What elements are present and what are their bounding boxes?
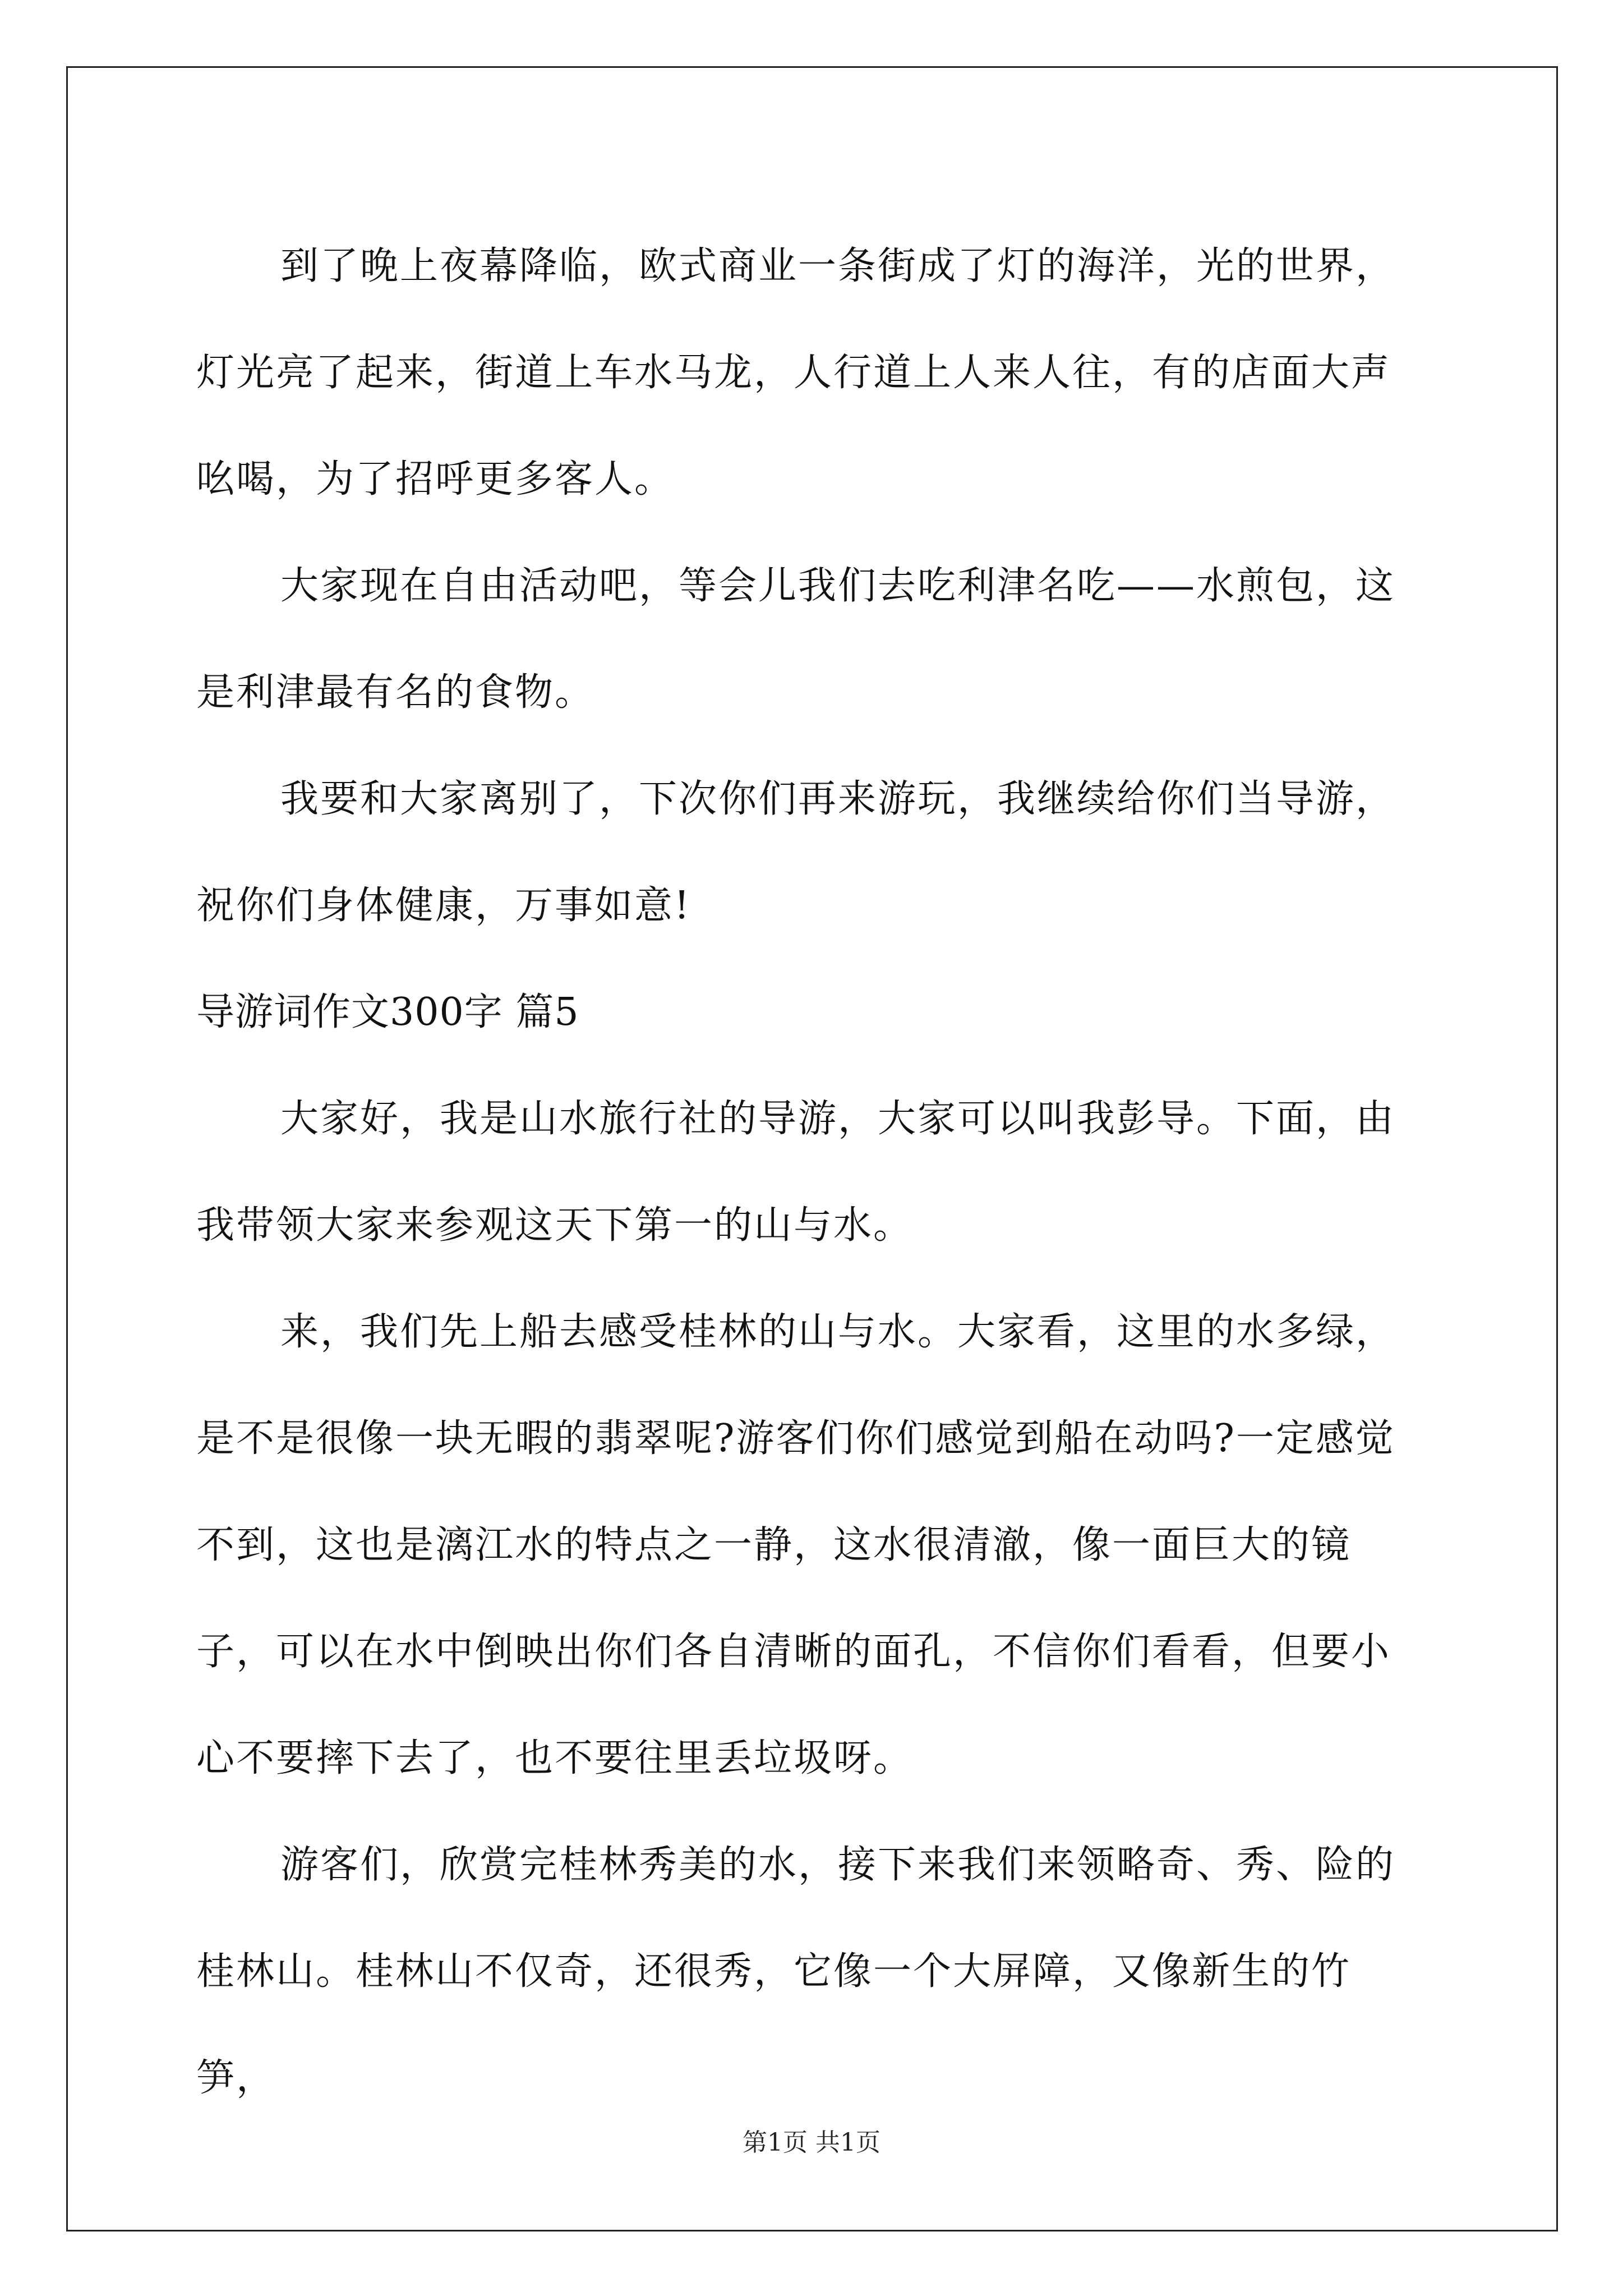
document-body <box>196 213 1430 2132</box>
paragraph-mountain: 游客们，欣赏完桂林秀美的水，接下来我们来领略奇、秀、险的桂林山。桂林山不仅奇，还很秀，它像一个大屏障，又像新生的竹笋， <box>196 1843 1396 2100</box>
paragraph-night-street: 到了晚上夜幕降临，欧式商业一条街成了灯的海洋，光的世界，灯光亮了起来，街道上车水马龙，人行道上人来人往，有的店面大声吆喝，为了招呼更多客人。 <box>196 244 1396 501</box>
paragraph-river: 来，我们先上船去感受桂林的山与水。大家看，这里的水多绿，是不是很像一块无暇的翡翠呢?游客们你们感觉到船在动吗?一定感觉不到，这也是漓江水的特点之一静，这水很清澈，像一面巨大的镜子，可以在水中倒映出你们各自清晰的面孔，不信你们看看，但要小心不要摔下去了，也不要往里丢垃圾呀。 <box>196 1310 1396 1780</box>
paragraph-free-activity: 大家现在自由活动吧，等会儿我们去吃利津名吃——水煎包，这是利津最有名的食物。 <box>196 564 1396 715</box>
section-heading: 导游词作文300字 篇5 <box>196 990 579 1034</box>
page-number-footer: 第1页 共1页 <box>743 2128 880 2157</box>
paragraph-farewell: 我要和大家离别了，下次你们再来游玩，我继续给你们当导游，祝你们身体健康，万事如意! <box>196 777 1396 928</box>
paragraph-greeting: 大家好，我是山水旅行社的导游，大家可以叫我彭导。下面，由我带领大家来参观这天下第一的山与水。 <box>196 1097 1396 1248</box>
